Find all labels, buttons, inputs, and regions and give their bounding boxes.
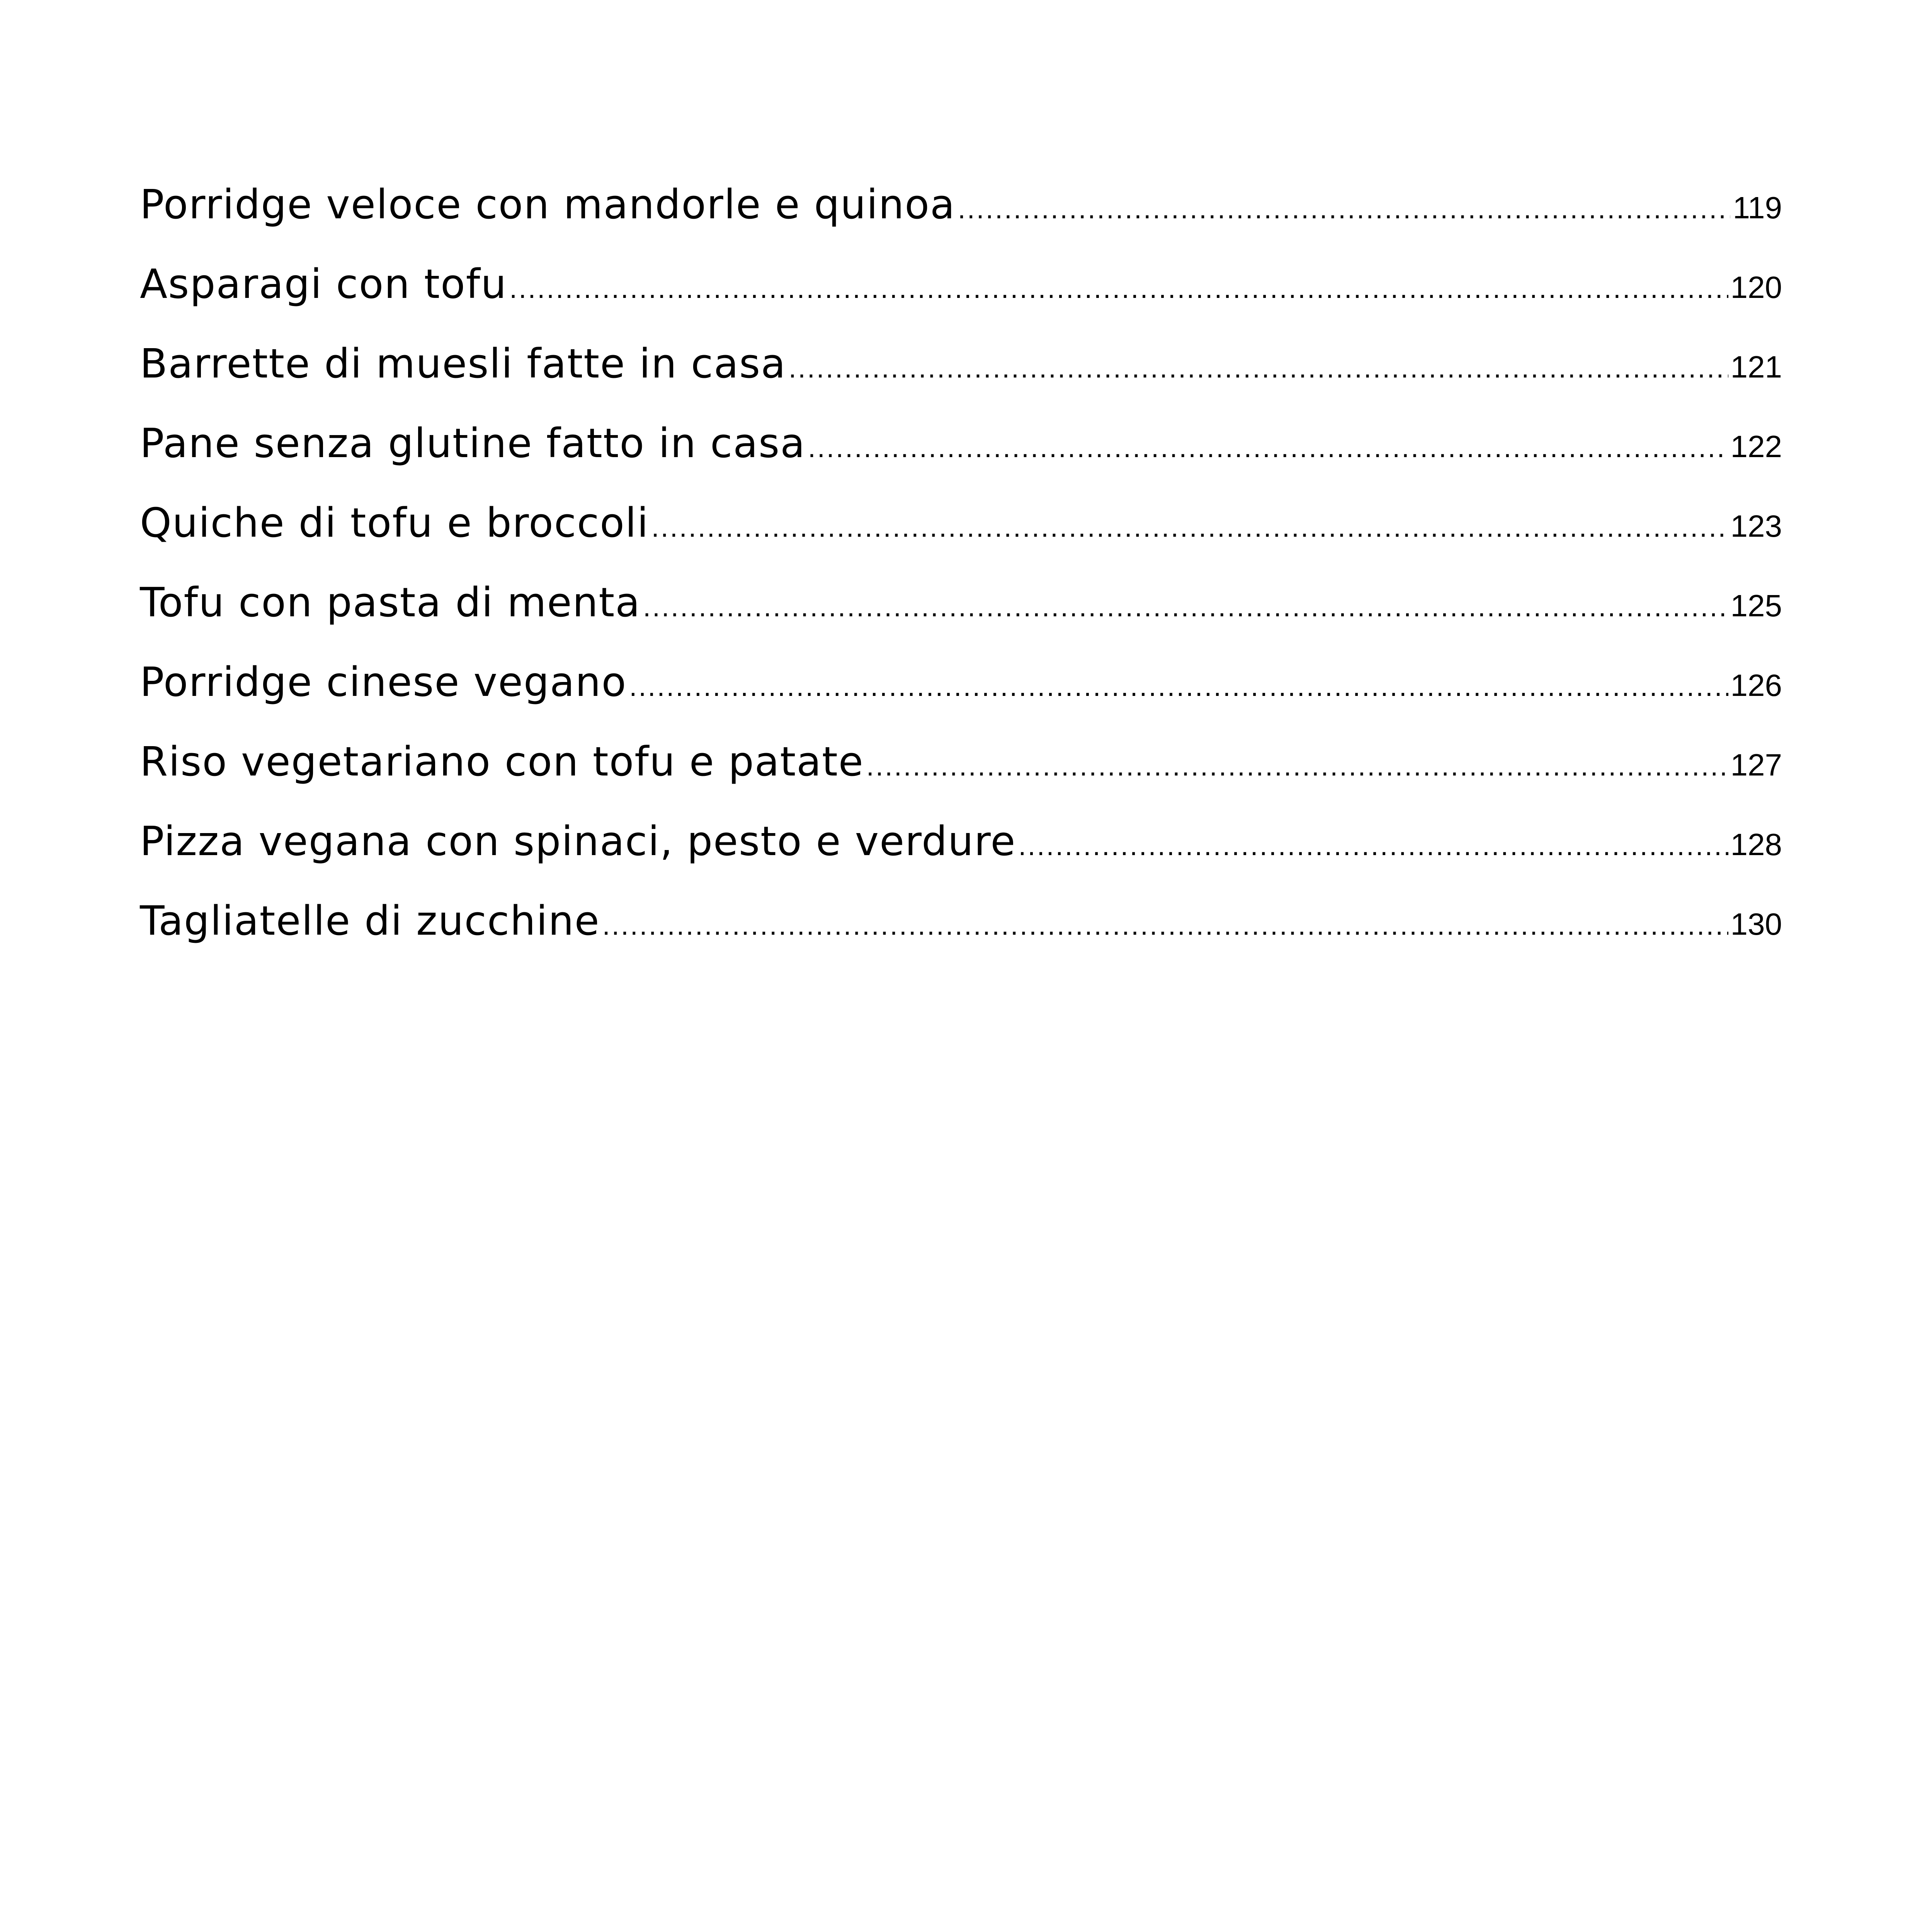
toc-entry-title: Porridge veloce con mandorle e quinoa	[140, 181, 956, 228]
toc-entry-title: Tofu con pasta di menta	[140, 579, 641, 626]
toc-entry[interactable]	[140, 340, 1782, 420]
toc-entry-title: Tagliatelle di zucchine	[140, 897, 600, 944]
toc-entry-title: Asparagi con tofu	[140, 260, 507, 308]
toc-entry-title: Porridge cinese vegano	[140, 658, 627, 706]
toc-entry[interactable]	[140, 420, 1782, 499]
toc-dot-leader	[509, 273, 1728, 304]
toc-entry-page-number: 121	[1730, 350, 1782, 384]
toc-entry[interactable]	[140, 579, 1782, 658]
toc-entry-page-number: 128	[1730, 827, 1782, 862]
table-of-contents	[140, 181, 1782, 977]
toc-dot-leader	[808, 432, 1728, 464]
toc-dot-leader	[651, 512, 1728, 543]
toc-dot-leader	[629, 671, 1728, 702]
toc-entry-title: Barrette di muesli fatte in casa	[140, 340, 786, 387]
toc-entry-title: Pizza vegana con spinaci, pesto e verdure	[140, 818, 1016, 865]
toc-entry-title: Pane senza glutine fatto in casa	[140, 420, 806, 467]
toc-entry-page-number: 130	[1730, 907, 1782, 941]
toc-dot-leader	[643, 591, 1728, 623]
toc-entry-page-number: 126	[1730, 668, 1782, 702]
toc-entry-page-number: 127	[1730, 748, 1782, 782]
toc-entry-page-number: 120	[1730, 270, 1782, 304]
toc-dot-leader	[789, 352, 1728, 384]
toc-entry-page-number: 119	[1733, 190, 1782, 225]
toc-entry[interactable]	[140, 818, 1782, 897]
toc-entry[interactable]	[140, 181, 1782, 260]
toc-entry-page-number: 125	[1730, 588, 1782, 623]
toc-dot-leader	[866, 750, 1728, 782]
toc-dot-leader	[1019, 830, 1728, 862]
toc-entry[interactable]	[140, 658, 1782, 738]
toc-dot-leader	[602, 910, 1728, 941]
toc-entry[interactable]	[140, 499, 1782, 579]
toc-dot-leader	[958, 193, 1731, 225]
toc-entry[interactable]	[140, 260, 1782, 340]
toc-entry-page-number: 123	[1730, 509, 1782, 543]
toc-entry[interactable]	[140, 897, 1782, 977]
toc-entry-page-number: 122	[1730, 429, 1782, 464]
toc-entry-title: Riso vegetariano con tofu e patate	[140, 738, 864, 785]
toc-entry-title: Quiche di tofu e broccoli	[140, 499, 649, 546]
toc-entry[interactable]	[140, 738, 1782, 818]
